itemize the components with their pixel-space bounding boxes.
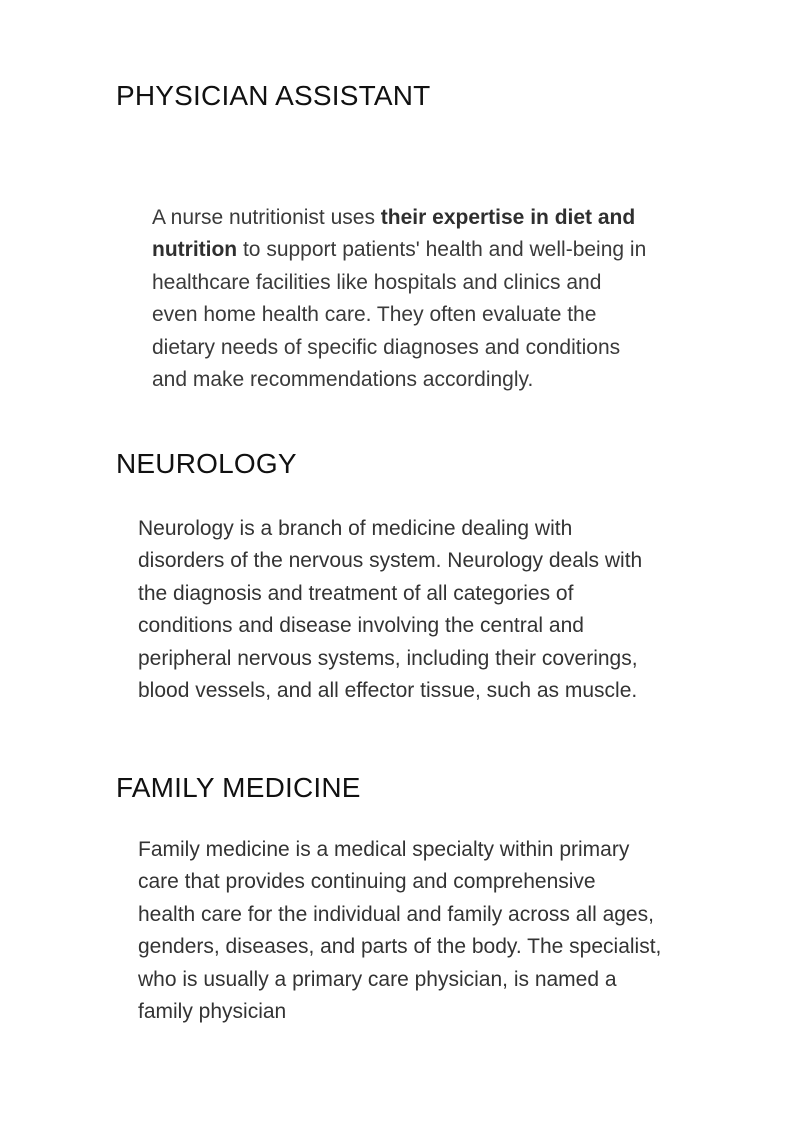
section-heading-family-medicine: FAMILY MEDICINE <box>116 772 361 803</box>
body-line: health care for the individual and family across all ages, <box>138 902 654 926</box>
body-line <box>152 234 646 266</box>
body-line: even home health care. They often evaluate the <box>152 303 597 327</box>
section-body-family-medicine <box>138 834 661 1028</box>
body-line: conditions and disease involving the central and <box>138 614 584 638</box>
body-line: disorders of the nervous system. Neurology deals with <box>138 549 643 573</box>
section-body-physician-assistant <box>152 202 646 396</box>
body-emphasis: their expertise in diet and <box>380 206 636 229</box>
body-text: A nurse nutritionist uses <box>152 206 381 229</box>
section-body-neurology <box>138 513 642 707</box>
body-line: peripheral nervous systems, including their coverings, <box>138 646 638 670</box>
body-line: healthcare facilities like hospitals and clinics and <box>152 270 602 294</box>
body-line: the diagnosis and treatment of all categories of <box>138 581 574 605</box>
body-line: care that provides continuing and comprehensive <box>138 870 596 894</box>
body-line: blood vessels, and all effector tissue, such as muscle. <box>138 679 638 703</box>
section-heading-physician-assistant: PHYSICIAN ASSISTANT <box>116 80 431 111</box>
body-text: to support patients' health and well-being in <box>237 238 647 262</box>
body-line: dietary needs of specific diagnoses and conditions <box>152 335 621 359</box>
body-line: family physician <box>138 1000 287 1024</box>
body-line <box>152 202 646 234</box>
body-line: who is usually a primary care physician, is named a <box>138 967 617 991</box>
body-line: Neurology is a branch of medicine dealing with <box>138 517 573 540</box>
body-line: and make recommendations accordingly. <box>152 368 534 392</box>
body-line: genders, diseases, and parts of the body. The specialist, <box>138 935 662 959</box>
body-line: Family medicine is a medical specialty within primary <box>138 838 630 861</box>
body-emphasis: nutrition <box>152 238 238 262</box>
section-heading-neurology: NEUROLOGY <box>116 448 297 479</box>
